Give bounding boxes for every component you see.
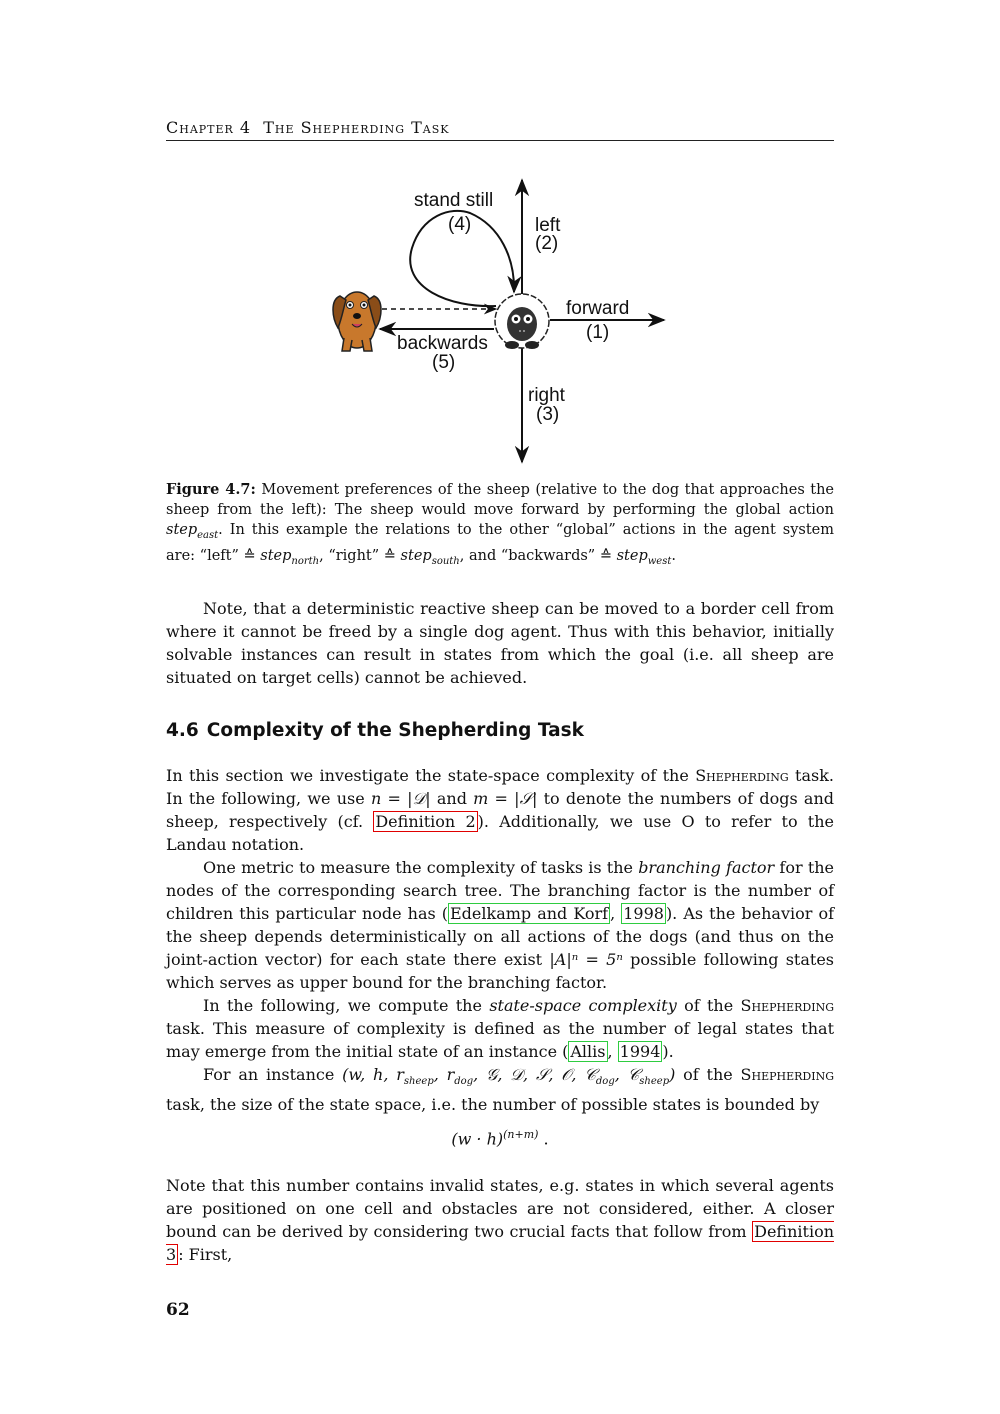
header-chapter: Chapter 4 — [166, 118, 252, 137]
link-definition-3[interactable]: Definition 3 — [166, 1222, 834, 1264]
running-header — [166, 118, 834, 141]
paragraph-5: Note that this number contains invalid states, e.g. states in which several agents are positioned on one cell and obstacles are not considered, either. A closer bound can be derived by considering two crucial facts that follow from Definition 3 : First, — [166, 1176, 834, 1264]
caption-text-4: , and “backwards” ≙ — [459, 547, 617, 564]
paragraph-2: One metric to measure the complexity of tasks is the branching factor for the nodes of the corresponding search tree. The branching factor is the number of children this particular node has ( Edelkamp and Korf , 1998 ). As the behavior of the sheep depends deterministically on all actions of the dogs (and thus on the joint-action vector) for each state there exist |A|ⁿ = 5ⁿ possible following states which serves as upper bound for the branching factor. — [166, 858, 835, 992]
display-formula: $(w \cdot h)^{(n+m)}$ . — [451, 1128, 549, 1149]
paragraph-4: For an instance (w, h, $r_{sheep}$, $r_{dog}$, 𝒢, 𝒟, 𝒮, 𝒪, 𝒞$_{dog}$, 𝒞$_{sheep}$) of the Shepherding task, the size of the state space, i.e. the number of possible states is bounded by — [166, 1065, 835, 1115]
paragraph-1: In this section we investigate the state-space complexity of the Shepherding task. In the following, we use n = |𝒟| and m = |𝒮| to denote the numbers of dogs and sheep, respectively (cf. Definition 2 ). Additionally, we use O to refer to the Landau notation. — [166, 766, 835, 854]
label-stand-still-num: (4) — [448, 214, 472, 235]
paragraph-3: In the following, we compute the state-space complexity of the Shepherding task. This measure of complexity is defined as the number of legal states that may emerge from the initial state of an instance ( Allis , 1994 ). — [166, 996, 835, 1061]
dog-icon — [333, 292, 381, 351]
caption-text-1: Movement preferences of the sheep (relative to the dog that approaches the sheep from the left): The sheep would move forward by performing the global action — [166, 482, 834, 518]
section-body — [166, 764, 834, 1116]
label-forward: forward — [566, 298, 630, 319]
figure-4-7 — [300, 168, 700, 478]
sheep-icon — [495, 294, 549, 349]
header-title: The Shepherding Task — [263, 118, 450, 137]
cite-1994[interactable]: 1994 — [619, 1042, 661, 1061]
caption-step-west: step$_{west}$ — [616, 547, 672, 567]
figure-caption — [166, 480, 834, 572]
caption-step-south: step$_{south}$ — [400, 547, 460, 567]
label-forward-num: (1) — [586, 322, 610, 343]
caption-text-5: . — [671, 547, 676, 564]
section-title-text: Complexity of the Shepherding Task — [206, 720, 584, 741]
label-backwards: backwards — [397, 333, 488, 354]
page-number: 62 — [166, 1300, 190, 1320]
label-left: left — [535, 215, 561, 236]
label-stand-still: stand still — [414, 190, 494, 211]
section-heading — [166, 720, 834, 741]
caption-label: Figure 4.7: — [166, 481, 256, 498]
label-right-num: (3) — [536, 404, 560, 425]
caption-step-east: step$_{east}$ — [166, 522, 219, 541]
label-backwards-num: (5) — [432, 352, 456, 373]
caption-text-3: , “right” ≙ — [319, 547, 401, 564]
caption-step-north: step$_{north}$ — [260, 547, 320, 567]
paragraph-note: Note, that a deterministic reactive sheep can be moved to a border cell from where it cannot be freed by a single dog agent. Thus with this behavior, initially solvable instances can result in states from which the goal (i.e. all sheep are situated on target cells) cannot be achieved. — [166, 599, 834, 687]
cite-1998[interactable]: 1998 — [623, 904, 664, 923]
label-right: right — [528, 385, 565, 406]
movement-diagram — [300, 168, 700, 478]
paragraph-5-container — [166, 1174, 834, 1266]
link-definition-2[interactable]: Definition 2 — [375, 812, 476, 831]
cite-allis[interactable]: Allis — [570, 1042, 606, 1061]
cite-edelkamp-korf[interactable]: Edelkamp and Korf — [450, 904, 609, 923]
caption-text-2: . In this example the relations to the other “global” actions in the agent system are: “left” ≙ — [166, 522, 834, 564]
section-number: 4.6 — [166, 720, 199, 741]
label-left-num: (2) — [535, 233, 559, 254]
